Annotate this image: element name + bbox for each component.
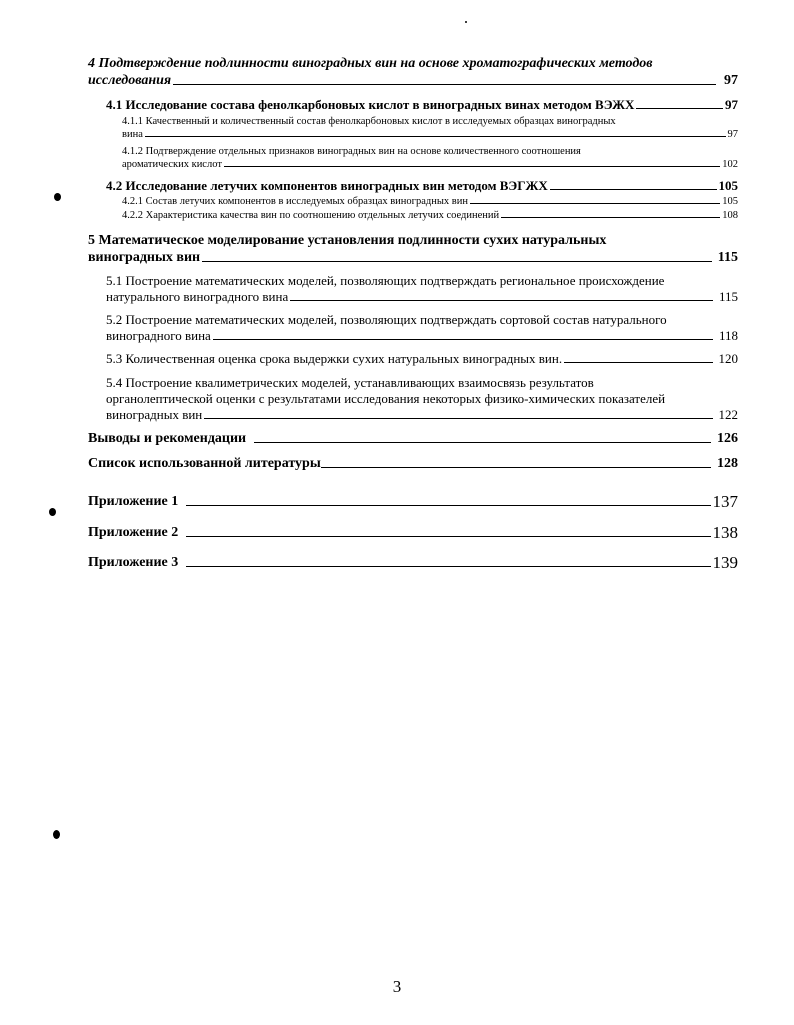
toc-entry-5-1 [106, 273, 738, 305]
toc-entry-conclusions [88, 430, 738, 447]
dot-leader [186, 505, 710, 506]
toc-entry-title: 5 Математическое моделирование установления подлинности сухих натуральных [88, 233, 607, 248]
toc-entry-title: вина [122, 129, 143, 140]
toc-page-number: 122 [718, 407, 738, 422]
toc-entry-title: Приложение 2 [88, 525, 179, 540]
toc-entry-5-3 [106, 351, 738, 367]
toc-page-number: 97 [727, 129, 738, 140]
toc-page-number: 115 [717, 250, 738, 265]
toc-entry-title: Список использованной литературы [88, 456, 321, 471]
dot-leader [204, 418, 712, 419]
toc-entry-appendix-1 [88, 493, 738, 510]
dot-leader [254, 442, 711, 443]
toc-entry-4-1-1 [122, 115, 738, 141]
margin-mark [49, 508, 56, 516]
toc-entry-appendix-2 [88, 524, 738, 541]
toc-entry-4-1-2 [122, 145, 738, 171]
toc-entry-4-2 [106, 178, 738, 194]
dot-leader [321, 467, 711, 468]
margin-mark [53, 830, 60, 839]
dot-leader [213, 339, 713, 340]
toc-entry-chapter-4 [88, 55, 738, 89]
toc-entry-title: виноградных вин [88, 250, 201, 265]
toc-entry-title: ароматических кислот [122, 159, 222, 170]
toc-entry-title: 4.1.1 Качественный и количественный состав фенолкарбоновых кислот в исследуемых образцах виноградных [122, 116, 616, 127]
dot-leader [550, 189, 717, 190]
toc-entry-title: 4.2 Исследование летучих компонентов виноградных вин методом ВЭГЖХ [106, 178, 548, 193]
dot-leader [186, 566, 710, 567]
toc-page-number: 108 [722, 210, 738, 221]
toc-page-number: 139 [712, 553, 738, 572]
toc-entry-title: 4.1 Исследование состава фенолкарбоновых кислот в виноградных винах методом ВЭЖХ [106, 97, 635, 112]
dot-leader [173, 84, 716, 85]
page-number: 3 [392, 977, 402, 996]
dot-leader [636, 108, 723, 109]
toc-entry-title: 4.2.2 Характеристика качества вин по соотношению отдельных летучих соединений [122, 210, 500, 221]
toc-entry-title: 4.2.1 Состав летучих компонентов в исследуемых образцах виноградных вин [122, 196, 468, 207]
margin-mark [465, 21, 467, 23]
toc-entry-title: исследования [88, 73, 172, 88]
toc-page-number: 115 [718, 289, 738, 304]
dot-leader [202, 261, 712, 262]
toc-entry-5-2 [106, 312, 738, 344]
toc-entry-title: натурального виноградного вина [106, 289, 289, 304]
dot-leader [224, 166, 720, 167]
dot-leader [564, 362, 712, 363]
toc-entry-title: Приложение 3 [88, 555, 179, 570]
toc-entry-title: 5.4 Построение квалиметрических моделей, устанавливающих взаимосвязь результатов [106, 375, 594, 390]
toc-page-number: 97 [725, 97, 738, 112]
dot-leader [501, 217, 720, 218]
toc-page-number: 97 [724, 73, 738, 88]
toc-entry-title: 5.3 Количественная оценка срока выдержки сухих натуральных виноградных вин. [106, 351, 563, 366]
toc-entry-title: 5.1 Построение математических моделей, позволяющих подтверждать региональное происхождение [106, 273, 665, 288]
toc-entry-title: виноградного вина [106, 328, 211, 343]
toc-entry-title: 4 Подтверждение подлинности виноградных вин на основе хроматографических методов [88, 56, 653, 71]
toc-entry-title: органолептической оценки с результатами исследования некоторых физико-химических показателей [106, 391, 666, 406]
toc-page-number: 105 [718, 178, 738, 193]
toc-entry-4-1 [106, 97, 738, 113]
toc-page-number: 128 [717, 456, 738, 471]
toc-entry-title: 5.2 Построение математических моделей, позволяющих подтверждать сортовой состав натурального [106, 312, 667, 327]
toc-entry-4-2-1 [122, 195, 738, 208]
toc-page-number: 137 [712, 492, 738, 511]
toc-page-number: 126 [717, 431, 738, 446]
toc-page-number: 120 [718, 351, 738, 366]
toc-entry-4-2-2 [122, 209, 738, 222]
toc-entry-appendix-3 [88, 554, 738, 571]
dot-leader [145, 136, 726, 137]
toc-page-number: 138 [712, 523, 738, 542]
toc-page-number: 118 [718, 328, 738, 343]
toc-entry-chapter-5 [88, 232, 738, 266]
toc-entry-title: виноградных вин [106, 407, 203, 422]
toc-page-number: 105 [722, 196, 738, 207]
dot-leader [186, 536, 710, 537]
toc-entry-5-4 [106, 375, 738, 423]
toc-entry-title: Выводы и рекомендации [88, 431, 247, 446]
dot-leader [290, 300, 713, 301]
dot-leader [470, 203, 720, 204]
toc-page-number: 102 [722, 159, 738, 170]
toc-entry-references [88, 455, 738, 472]
margin-mark [54, 193, 61, 201]
toc-entry-title: Приложение 1 [88, 494, 179, 509]
toc-entry-title: 4.1.2 Подтверждение отдельных признаков виноградных вин на основе количественного соотношения [122, 146, 581, 157]
